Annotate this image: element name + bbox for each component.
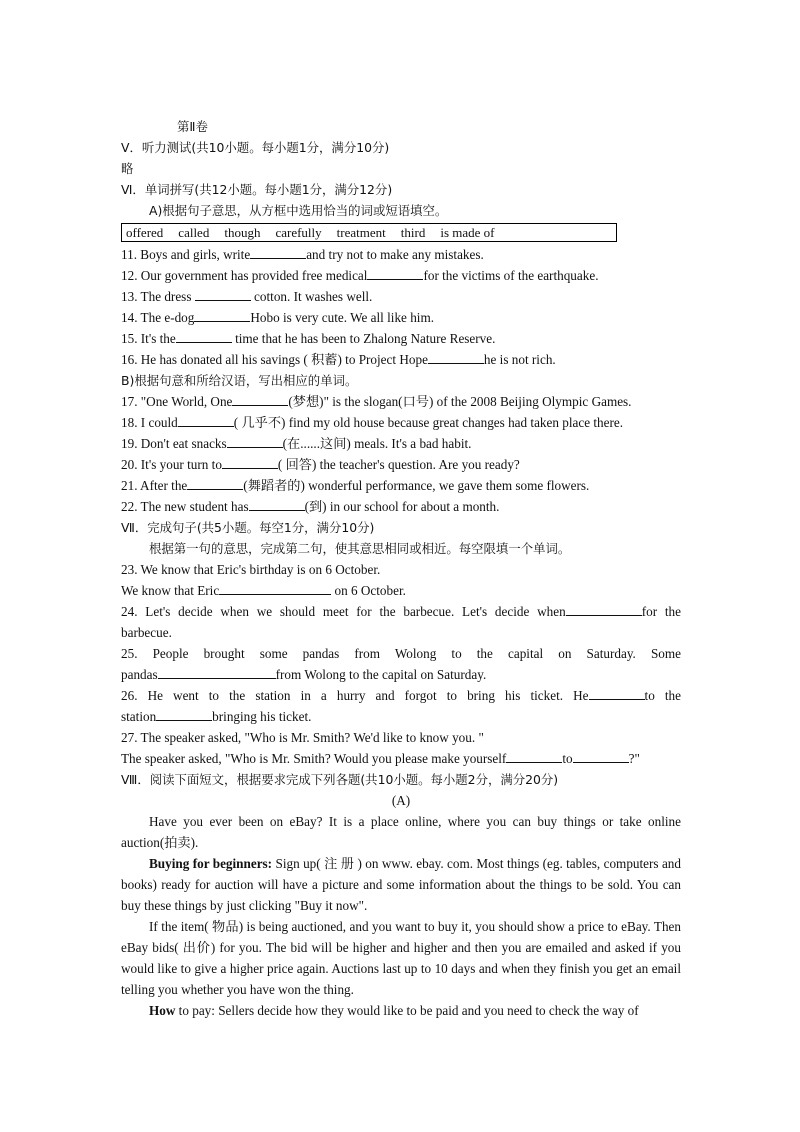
answer-blank[interactable]: [566, 603, 642, 616]
passage-paragraph-4: How to pay: Sellers decide how they would like to be paid and you need to check the way of: [149, 1003, 639, 1018]
part7-instruction: 根据第一句的意思，完成第二句，使其意思相同或相近。每空限填一个单词。: [149, 541, 571, 556]
passage-paragraph-3: If the item( 物品) is being auctioned, and you want to buy it, you should show a price to eBay. Then eBay bids( 出价) for you. The bid will be higher and higher and then you are emailed and asked if you would like to give a higher price again. Auctions last up to 10 days and when they finish you get an email telling you whether you have won the thing.: [121, 919, 681, 997]
word-bank-item: called: [178, 225, 210, 240]
word-bank-item: though: [224, 225, 261, 240]
question-16: 16. He has donated all his savings ( 积蓄) to Project Hope he is not rich.: [121, 352, 556, 367]
part6-heading: Ⅵ．单词拼写(共12小题。每小题1分，满分12分): [121, 182, 393, 197]
question-15: 15. It's the time that he has been to Zhalong Nature Reserve.: [121, 331, 496, 346]
word-bank-item: is made of: [440, 225, 495, 240]
question-23-original: 23. We know that Eric's birthday is on 6 October.: [121, 562, 381, 577]
question-21: 21. After the (舞蹈者的) wonderful performance, we gave them some flowers.: [121, 478, 590, 493]
section-title: 第Ⅱ卷: [177, 119, 208, 134]
question-24-line2: barbecue.: [121, 625, 172, 640]
question-23-rewrite: We know that Eric on 6 October.: [121, 583, 406, 598]
word-bank-box: [121, 223, 617, 242]
question-13: 13. The dress cotton. It washes well.: [121, 289, 373, 304]
answer-blank[interactable]: [222, 456, 278, 469]
answer-blank[interactable]: [156, 708, 212, 721]
question-25-line1: 25. People brought some pandas from Wolong to the capital on Saturday. Some: [121, 646, 681, 661]
answer-blank[interactable]: [158, 666, 276, 679]
part5-heading: Ⅴ．听力测试(共10小题。每小题1分，满分10分): [121, 140, 390, 155]
answer-blank[interactable]: [195, 288, 251, 301]
passage-paragraph-2: Buying for beginners: Sign up( 注 册 ) on www. ebay. com. Most things (eg. tables, computers and books) ready for auction will have a picture and some information about the things to be sold. You can buy these things by just clicking "Buy it now".: [121, 856, 681, 913]
part6-a-instruction: A)根据句子意思，从方框中选用恰当的词或短语填空。: [149, 203, 448, 218]
question-14: 14. The e-dog Hobo is very cute. We all like him.: [121, 310, 435, 325]
word-bank-item: carefully: [275, 225, 322, 240]
question-26-line2: station bringing his ticket.: [121, 709, 312, 724]
passage-paragraph-1: Have you ever been on eBay? It is a place online, where you can buy things or take online auction(拍卖).: [121, 814, 681, 850]
passage-label: (A): [391, 793, 411, 808]
answer-blank[interactable]: [194, 309, 250, 322]
question-22: 22. The new student has (到) in our school for about a month.: [121, 499, 500, 514]
part5-note: 略: [121, 161, 134, 176]
answer-blank[interactable]: [232, 393, 288, 406]
answer-blank[interactable]: [506, 750, 562, 763]
question-27-original: 27. The speaker asked, "Who is Mr. Smith? We'd like to know you. ": [121, 730, 484, 745]
question-20: 20. It's your turn to ( 回答) the teacher's question. Are you ready?: [121, 457, 520, 472]
answer-blank[interactable]: [187, 477, 243, 490]
part7-heading: Ⅶ．完成句子(共5小题。每空1分，满分10分): [121, 520, 375, 535]
answer-blank[interactable]: [219, 582, 331, 595]
answer-blank[interactable]: [573, 750, 629, 763]
answer-blank[interactable]: [589, 687, 645, 700]
exam-page: [121, 116, 681, 1021]
part6-b-instruction: B)根据句意和所给汉语，写出相应的单词。: [121, 373, 358, 388]
answer-blank[interactable]: [178, 414, 234, 427]
word-bank-item: treatment: [336, 225, 386, 240]
question-25-line2: pandas from Wolong to the capital on Saturday.: [121, 667, 487, 682]
answer-blank[interactable]: [367, 267, 423, 280]
answer-blank[interactable]: [249, 498, 305, 511]
question-24-line1: 24. Let's decide when we should meet for the barbecue. Let's decide when for the: [121, 604, 681, 619]
paragraph-heading: How: [149, 1003, 176, 1018]
question-19: 19. Don't eat snacks (在......这间) meals. It's a bad habit.: [121, 436, 472, 451]
question-17: 17. "One World, One (梦想)" is the slogan(口号) of the 2008 Beijing Olympic Games.: [121, 394, 632, 409]
paragraph-heading: Buying for beginners:: [149, 856, 273, 871]
question-11: 11. Boys and girls, write and try not to make any mistakes.: [121, 247, 484, 262]
question-27-rewrite: The speaker asked, "Who is Mr. Smith? Would you please make yourself to ?": [121, 751, 640, 766]
part8-heading: Ⅷ．阅读下面短文，根据要求完成下列各题(共10小题。每小题2分，满分20分): [121, 772, 559, 787]
answer-blank[interactable]: [227, 435, 283, 448]
question-26-line1: 26. He went to the station in a hurry and forgot to bring his ticket. He to the: [121, 688, 682, 703]
answer-blank[interactable]: [428, 351, 484, 364]
question-18: 18. I could ( 几乎不) find my old house because great changes had taken place there.: [121, 415, 624, 430]
word-bank-item: third: [400, 225, 426, 240]
answer-blank[interactable]: [250, 246, 306, 259]
word-bank-item: offered: [126, 225, 164, 240]
answer-blank[interactable]: [176, 330, 232, 343]
question-12: 12. Our government has provided free medical for the victims of the earthquake.: [121, 268, 599, 283]
